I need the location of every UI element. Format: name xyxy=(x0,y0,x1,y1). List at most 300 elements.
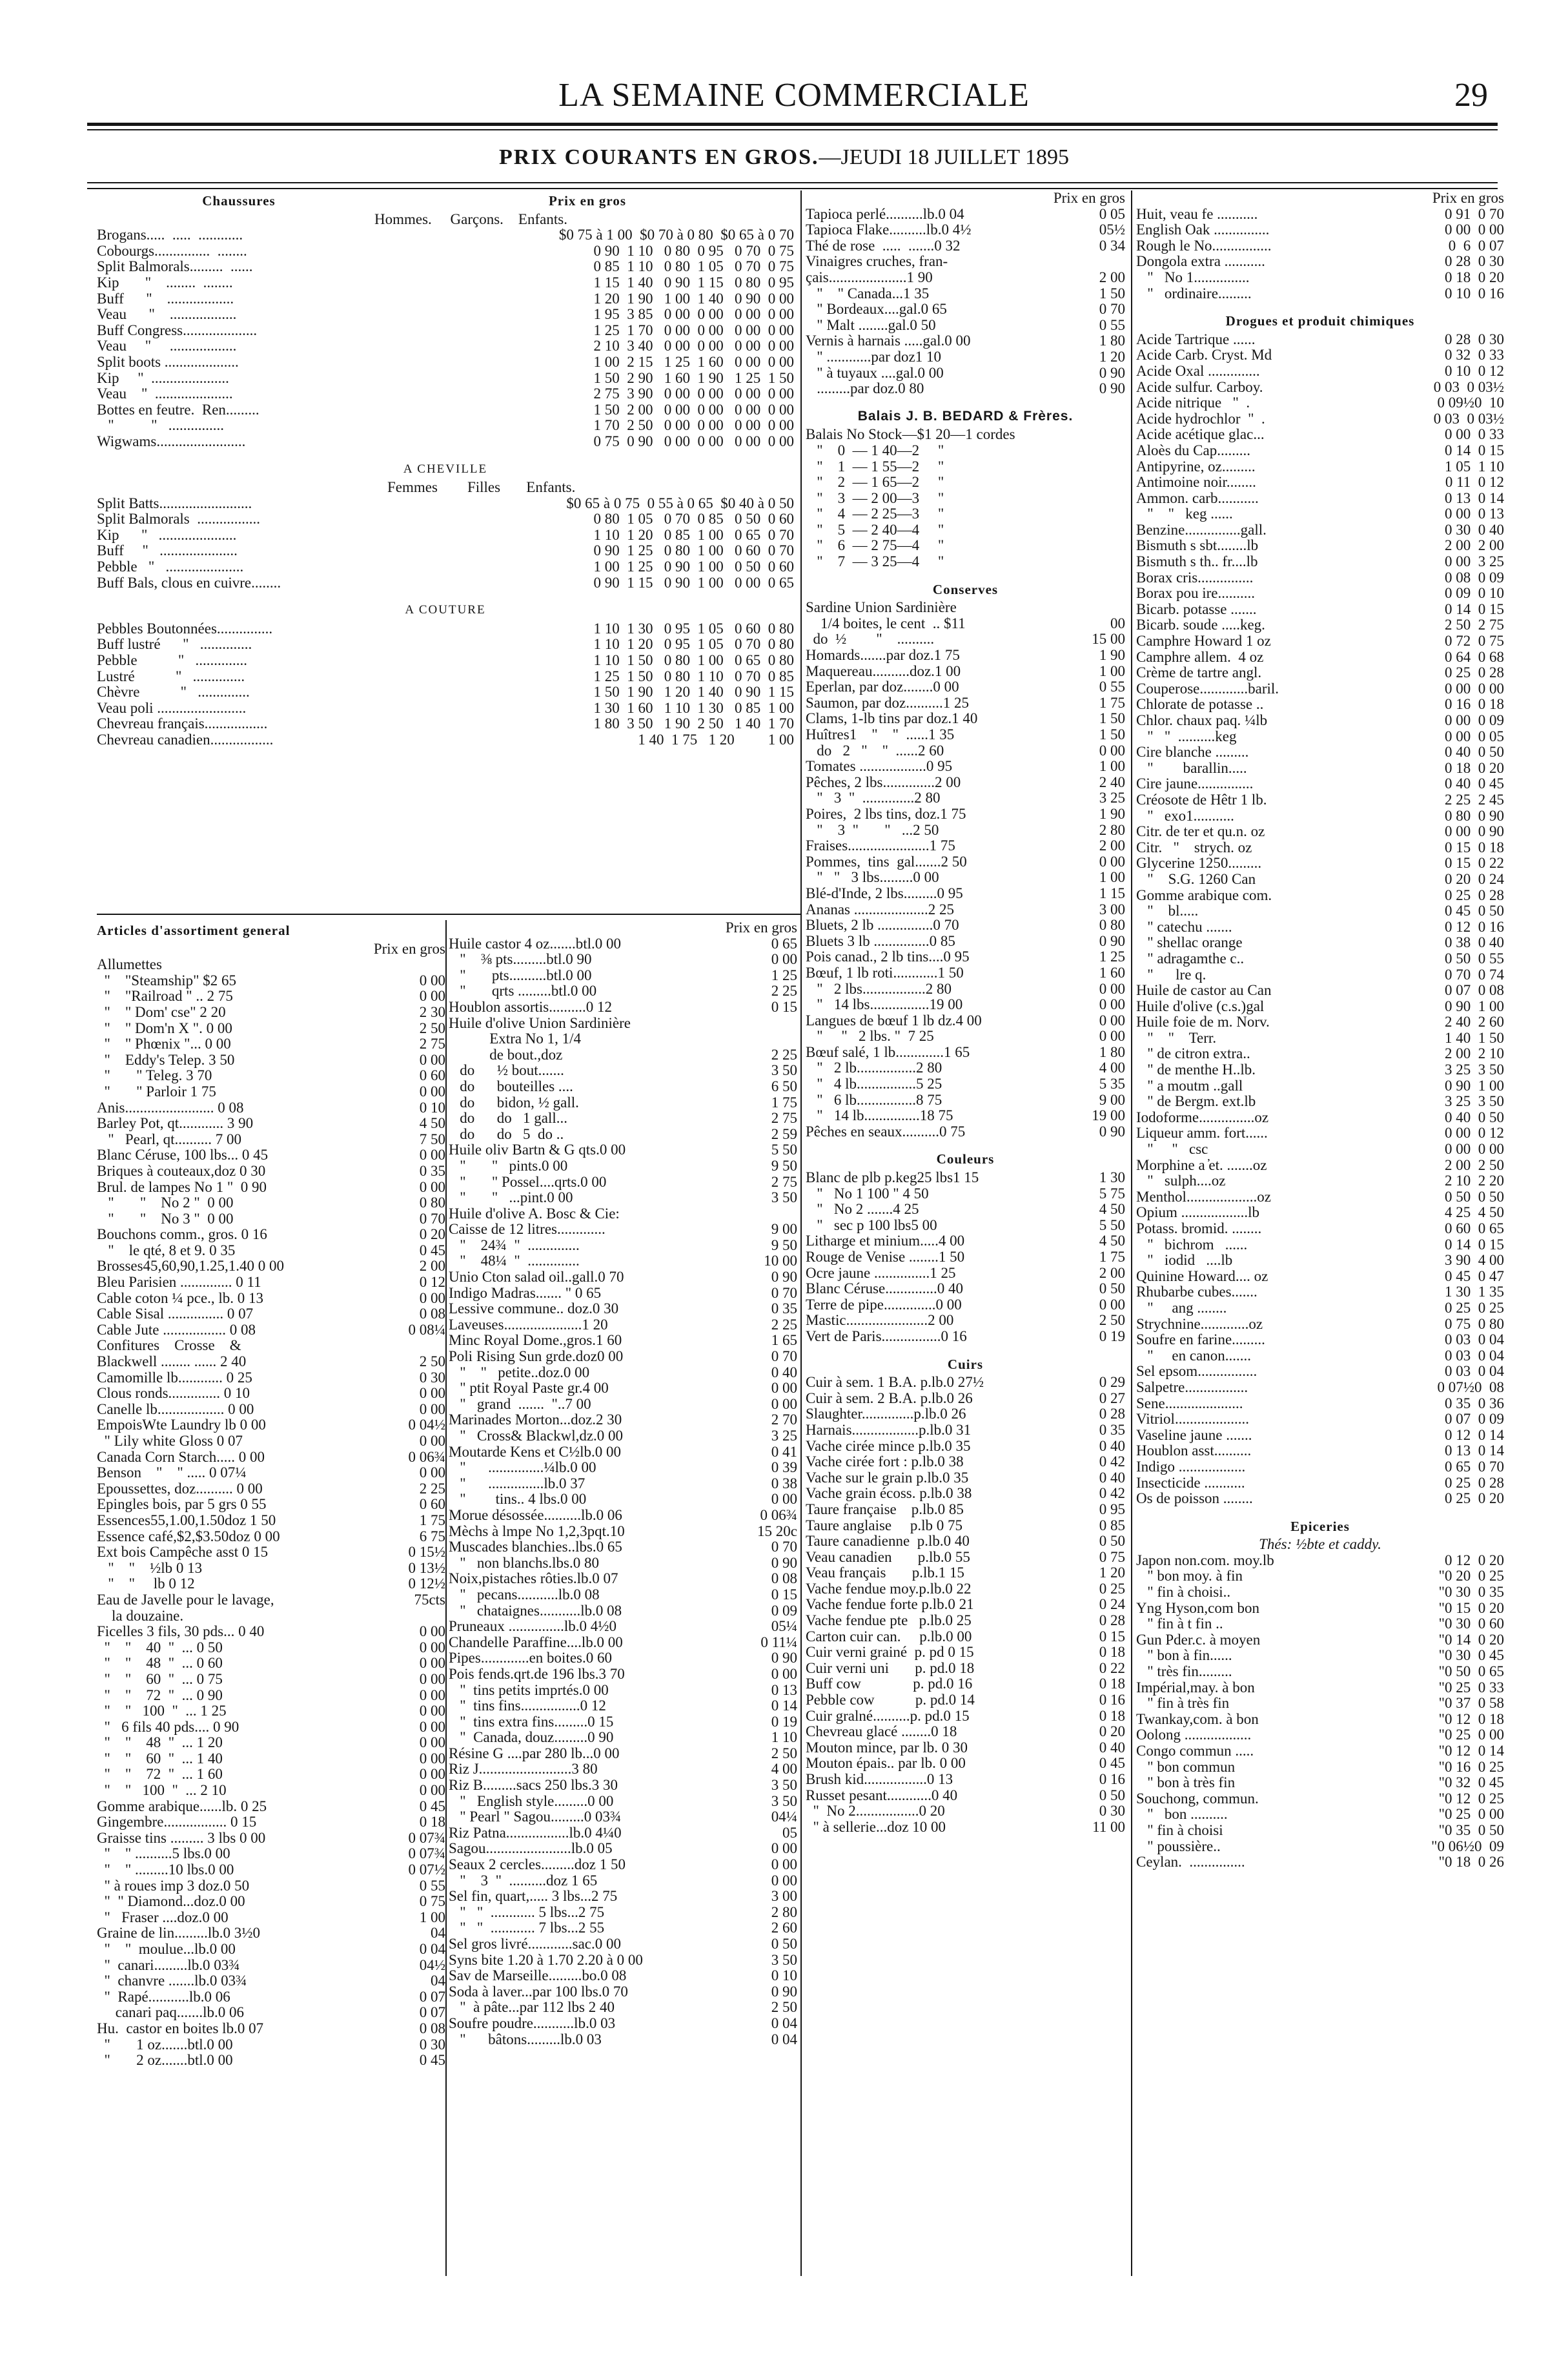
item-price: 1 05 1 10 xyxy=(1445,458,1504,475)
item-price: 5 50 xyxy=(771,1142,797,1158)
item-price: 0 07½0 08 xyxy=(1437,1379,1504,1395)
price-row xyxy=(449,1031,797,1047)
item-price: "0 12 0 18 xyxy=(1438,1710,1504,1727)
item-name: Wigwams........................ xyxy=(97,433,246,449)
item-price: 0 18 xyxy=(1099,1707,1125,1724)
price-row xyxy=(1136,729,1504,745)
item-name: Litharge et minium.....4 00 xyxy=(806,1233,965,1249)
item-name: " non blanchs.lbs.0 80 xyxy=(449,1555,599,1571)
item-price: 7 50 xyxy=(419,1131,445,1147)
price-row xyxy=(1136,1014,1504,1030)
price-row xyxy=(1136,1775,1504,1791)
item-name: Vitriol.................... xyxy=(1136,1411,1249,1428)
item-name: " " Parloir 1 75 xyxy=(97,1083,216,1100)
item-name: Cire blanche ......... xyxy=(1136,744,1249,761)
price-row xyxy=(1136,1221,1504,1237)
item-name: Glycerine 1250......... xyxy=(1136,856,1262,872)
price-row xyxy=(97,1481,445,1497)
item-name: " " ..........keg xyxy=(1136,728,1237,744)
item-price: 0 08 xyxy=(419,1306,445,1322)
item-price: 0 29 xyxy=(1099,1374,1125,1391)
item-price: 0 18 xyxy=(1099,1644,1125,1661)
item-price: 11 00 xyxy=(1092,1818,1125,1835)
item-price: 0 18 xyxy=(419,1814,445,1830)
price-row xyxy=(806,318,1125,334)
item-price: 4 50 xyxy=(1099,1233,1125,1249)
item-price: "0 30 0 60 xyxy=(1438,1615,1504,1632)
item-name: Confitures Crosse & xyxy=(97,1338,241,1354)
item-name: Gun Pder.c. à moyen xyxy=(1136,1632,1261,1648)
item-price: "0 15 0 20 xyxy=(1438,1599,1504,1616)
item-price: 0 00 0 00 xyxy=(1445,680,1504,697)
price-row xyxy=(1136,1475,1504,1492)
item-price: 0 00 xyxy=(419,1639,445,1656)
item-price: 0 70 xyxy=(771,1284,797,1301)
item-price: 0 00 xyxy=(771,1665,797,1682)
articles-list-2 xyxy=(449,936,797,2048)
item-name: do ½ " .......... xyxy=(806,631,935,648)
item-price: "0 25 0 00 xyxy=(1438,1727,1504,1743)
item-name: Bismuth s th.. fr....lb xyxy=(1136,554,1258,570)
price-row xyxy=(1136,967,1504,983)
price-row xyxy=(97,669,794,685)
price-row xyxy=(97,1989,445,2005)
item-price: 0 05 xyxy=(1099,205,1125,222)
item-name: Vache fendue moy.p.lb.0 22 xyxy=(806,1581,972,1597)
item-name: Bleu Parisien .............. 0 11 xyxy=(97,1275,261,1291)
item-price: 2 59 xyxy=(771,1125,797,1142)
column-3 xyxy=(806,190,1125,2276)
item-price: 4 00 xyxy=(771,1761,797,1778)
item-price: "0 12 0 14 xyxy=(1438,1743,1504,1759)
price-row xyxy=(1136,744,1504,761)
item-price: 0 07 xyxy=(419,1988,445,2005)
price-row xyxy=(1136,1459,1504,1475)
item-name: " " ............ 5 lbs...2 75 xyxy=(449,1904,605,1920)
item-name: Riz B.........sacs 250 lbs.3 30 xyxy=(449,1778,618,1794)
price-row xyxy=(449,1206,797,1222)
item-price: 1 25 1 70 0 00 0 00 0 00 0 00 xyxy=(593,322,794,338)
price-row xyxy=(1136,1743,1504,1759)
price-row xyxy=(806,1076,1125,1092)
item-price: 0 70 0 74 xyxy=(1445,966,1504,983)
item-price: 0 00 xyxy=(419,1289,445,1306)
item-name: Soda à laver...par 100 lbs.0 70 xyxy=(449,1984,628,2000)
price-row xyxy=(806,1581,1125,1597)
prices-date: —JEUDI 18 JUILLET 1895 xyxy=(819,145,1069,169)
price-row xyxy=(97,1036,445,1052)
price-row xyxy=(1136,1094,1504,1110)
item-name: Chevreau canadien................. xyxy=(97,732,274,748)
price-row xyxy=(449,1524,797,1540)
item-price: 0 03 0 04 xyxy=(1445,1347,1504,1364)
item-price: 0 00 xyxy=(419,1433,445,1449)
item-price: 2 30 xyxy=(419,1003,445,1020)
item-price: 0 06¾ xyxy=(760,1506,797,1523)
item-price: 1 40 1 75 1 20 xyxy=(638,732,764,748)
item-price: 2 00 xyxy=(419,1258,445,1275)
price-row xyxy=(449,1111,797,1127)
price-row xyxy=(806,1124,1125,1140)
item-price: 1 40 1 50 xyxy=(1445,1029,1504,1046)
price-row xyxy=(1136,888,1504,904)
price-row xyxy=(806,1740,1125,1756)
item-price: 3 50 xyxy=(771,1792,797,1809)
item-name: Bottes en feutre. Ren......... xyxy=(97,402,260,418)
item-name: " tins.. 4 lbs.0 00 xyxy=(449,1492,587,1508)
price-row xyxy=(97,1592,445,1608)
price-row xyxy=(449,1460,797,1476)
price-row xyxy=(97,434,794,450)
item-name: " 24¾ " .............. xyxy=(449,1237,580,1253)
item-price: 1 75 xyxy=(1099,694,1125,711)
price-row xyxy=(449,1666,797,1683)
item-price: 0 00 0 00 xyxy=(1445,1141,1504,1158)
item-name: Veau " .................. xyxy=(97,307,237,323)
item-name: " " 100 " ... 1 25 xyxy=(97,1703,227,1719)
item-name: Riz J.........................3 80 xyxy=(449,1761,598,1778)
item-price: 1 50 1 90 1 20 1 40 0 90 1 15 xyxy=(593,684,794,701)
price-row xyxy=(1136,1791,1504,1807)
item-name: Sel fin, quart,..... 3 lbs...2 75 xyxy=(449,1889,618,1905)
column-articles xyxy=(97,920,445,2276)
item-name: " le qté, 8 et 9. 0 35 xyxy=(97,1242,236,1258)
item-price: 0 14 0 15 xyxy=(1445,442,1504,458)
price-row xyxy=(1136,395,1504,411)
price-row xyxy=(97,1433,445,1450)
item-name: Huile d'olive A. Bosc & Cie: xyxy=(449,1205,620,1222)
item-price: 0 28 xyxy=(1099,1612,1125,1629)
item-name: " " Diamond...doz.0 00 xyxy=(97,1894,245,1910)
item-price: 1 10 1 30 0 95 1 05 0 60 0 80 xyxy=(593,620,794,637)
item-name: Camphre allem. 4 oz xyxy=(1136,649,1264,665)
epiceries-subtitle: Thés: ½bte et caddy. xyxy=(1259,1536,1381,1553)
item-name: Poli Rising Sun grde.doz0 00 xyxy=(449,1349,624,1365)
item-name: " sulph....oz xyxy=(1136,1173,1226,1189)
price-row xyxy=(97,1862,445,1878)
item-price: 1 50 2 00 0 00 0 00 0 00 0 00 xyxy=(593,401,794,418)
item-name: " très fin......... xyxy=(1136,1664,1232,1680)
price-row xyxy=(449,1158,797,1174)
item-price: 3 25 3 50 xyxy=(1445,1061,1504,1078)
item-name: Terre de pipe..............0 00 xyxy=(806,1297,962,1313)
item-price: 0 90 1 00 xyxy=(1445,1077,1504,1094)
price-row xyxy=(806,1454,1125,1470)
item-price xyxy=(752,1016,797,1032)
item-price: 0 18 0 20 xyxy=(1445,759,1504,776)
item-price: 0 45 0 50 xyxy=(1445,903,1504,919)
price-row xyxy=(449,1333,797,1349)
item-name: " " keg ...... xyxy=(1136,506,1233,522)
item-name: Unio Cton salad oil..gall.0 70 xyxy=(449,1269,624,1286)
price-row xyxy=(97,732,794,748)
price-row xyxy=(806,491,1125,507)
price-row xyxy=(1136,1759,1504,1776)
item-price: 2 60 xyxy=(771,1920,797,1936)
price-row xyxy=(806,1406,1125,1422)
price-row xyxy=(806,286,1125,302)
item-name: " Canada, douz.........0 90 xyxy=(449,1730,614,1746)
item-name: Buff " .................. xyxy=(97,291,234,307)
item-price: 2 00 2 50 xyxy=(1445,1156,1504,1173)
price-row xyxy=(97,1211,445,1227)
item-name: Citr. de ter et qu.n. oz xyxy=(1136,824,1265,840)
price-row xyxy=(449,1920,797,1936)
price-row xyxy=(97,1703,445,1719)
row-text: " 3 — 2 00—3 " xyxy=(806,490,944,506)
section-title-drogues: Drogues et produit chimiques xyxy=(1225,313,1415,329)
item-price: 0 39 xyxy=(771,1459,797,1476)
item-name: Vache fendue pte p.lb.0 25 xyxy=(806,1613,972,1629)
item-name: " ptit Royal Paste gr.4 00 xyxy=(449,1380,609,1397)
price-row xyxy=(1136,1269,1504,1285)
item-price: 2 40 xyxy=(1099,774,1125,790)
price-row xyxy=(97,1465,445,1481)
price-row xyxy=(97,1275,445,1291)
item-name: " ...............lb.0 37 xyxy=(449,1475,585,1492)
item-name: Pebbles Boutonnées............... xyxy=(97,620,273,637)
price-row xyxy=(806,1249,1125,1266)
item-name: " " 72 " ... 1 60 xyxy=(97,1767,223,1783)
item-name: Rhubarbe cubes....... xyxy=(1136,1284,1257,1300)
item-price: 0 00 xyxy=(419,988,445,1005)
item-price: 0 00 xyxy=(771,1380,797,1397)
item-price: 0 15½ xyxy=(408,1544,445,1561)
item-name: " " 60 " ... 0 75 xyxy=(97,1671,223,1687)
item-price: 0 90 xyxy=(1099,364,1125,381)
price-row xyxy=(806,270,1125,286)
item-price: 1 00 xyxy=(1099,758,1125,775)
item-price: 0 10 xyxy=(771,1967,797,1984)
item-name: Brul. de lampes No 1 " 0 90 xyxy=(97,1179,267,1195)
price-row xyxy=(449,1635,797,1651)
item-price: 0 13 0 14 xyxy=(1445,489,1504,506)
price-row xyxy=(1136,475,1504,491)
price-row xyxy=(449,936,797,952)
price-row xyxy=(97,957,445,973)
item-name: 1/4 boites, le cent .. $11 xyxy=(806,615,966,631)
item-price xyxy=(400,1338,445,1354)
item-name: " " ..........5 lbs.0 00 xyxy=(97,1846,230,1862)
item-price: 4 00 xyxy=(1099,1060,1125,1076)
column-headings: Hommes. Garçons. Enfants. xyxy=(374,210,567,227)
item-name: Salpetre................. xyxy=(1136,1379,1248,1395)
item-price: 0 34 xyxy=(1099,237,1125,254)
item-price: 0 70 xyxy=(419,1210,445,1227)
price-row xyxy=(97,1656,445,1672)
price-row xyxy=(1136,238,1504,254)
item-name: " "Railroad " .. 2 75 xyxy=(97,989,233,1005)
item-name: Blanc Céruse, 100 lbs... 0 45 xyxy=(97,1147,269,1164)
item-name: Indigo Madras....... " 0 65 xyxy=(449,1285,602,1301)
price-row xyxy=(806,427,1125,443)
item-name: Créosote de Hêtr 1 lb. xyxy=(1136,792,1267,808)
price-row xyxy=(449,1508,797,1524)
item-name: " exo1........... xyxy=(1136,808,1234,824)
item-price: 4 50 xyxy=(1099,1201,1125,1218)
item-name: Pipes.............en boites.0 60 xyxy=(449,1650,612,1666)
price-row xyxy=(97,1814,445,1830)
item-name: " No 1............... xyxy=(1136,269,1250,285)
item-price: 0 08 0 09 xyxy=(1445,569,1504,586)
item-name: Thé de rose ..... .......0 32 xyxy=(806,238,961,254)
price-row xyxy=(97,973,445,989)
item-name: Soufre en farine......... xyxy=(1136,1332,1265,1348)
price-row xyxy=(1136,1046,1504,1062)
price-row xyxy=(1136,411,1504,427)
item-price: 00 xyxy=(1110,615,1125,631)
item-price: 0 00 xyxy=(419,1782,445,1799)
item-name: Extra No 1, 1/4 xyxy=(449,1031,582,1047)
item-name: " Pearl " Sagou.........0 03¾ xyxy=(449,1809,622,1825)
item-price: 0 35 0 36 xyxy=(1445,1395,1504,1411)
item-name: " sec p 100 lbs5 00 xyxy=(806,1217,937,1233)
item-price: 1 15 1 40 0 90 1 15 0 80 0 95 xyxy=(593,274,794,291)
item-price: 19 00 xyxy=(1092,1107,1125,1124)
price-row xyxy=(449,1873,797,1889)
price-row xyxy=(1136,1125,1504,1142)
price-row xyxy=(806,1029,1125,1045)
price-row xyxy=(806,695,1125,712)
item-price: 0 00 3 25 xyxy=(1445,553,1504,570)
price-row xyxy=(449,1428,797,1444)
item-price: 0 20 0 24 xyxy=(1445,870,1504,887)
item-price: 2 80 xyxy=(771,1903,797,1920)
item-name: " 3 " ..........doz 1 65 xyxy=(449,1872,598,1889)
item-name: Veau canadien p.lb.0 55 xyxy=(806,1549,970,1565)
item-name: Pois fends.qrt.de 196 lbs.3 70 xyxy=(449,1666,625,1682)
item-price: 0 80 1 05 0 70 0 85 0 50 0 60 xyxy=(593,511,794,528)
price-row xyxy=(1136,983,1504,999)
price-row xyxy=(1136,286,1504,302)
item-name: " " 100 " ... 2 10 xyxy=(97,1783,227,1799)
price-row xyxy=(1136,1078,1504,1094)
price-row xyxy=(1136,824,1504,840)
item-name: Vache cirée fort : p.lb.0 38 xyxy=(806,1454,964,1470)
item-name: Pommes, tins gal.......2 50 xyxy=(806,854,967,870)
item-name: " English style.........0 00 xyxy=(449,1793,614,1809)
price-row xyxy=(1136,1616,1504,1632)
price-row xyxy=(97,1719,445,1736)
item-price: 15 20c xyxy=(757,1522,797,1539)
item-price: 4 50 xyxy=(419,1115,445,1132)
item-name: " " 2 lbs. " 7 25 xyxy=(806,1029,934,1045)
price-row xyxy=(1136,1253,1504,1269)
item-price: 0 00 xyxy=(419,972,445,989)
item-name: Mastic......................2 00 xyxy=(806,1313,954,1329)
item-price: 1 00 xyxy=(1099,869,1125,886)
price-row xyxy=(97,496,794,512)
price-row xyxy=(97,1624,445,1640)
item-price: 0 00 xyxy=(771,951,797,968)
item-price: 0 13 xyxy=(771,1681,797,1698)
item-name: Vernis à harnais .....gal.0 00 xyxy=(806,333,971,349)
item-price: 0 50 xyxy=(1099,1533,1125,1550)
price-row xyxy=(1136,713,1504,729)
item-name: Cuir verni uni p. pd.0 18 xyxy=(806,1660,975,1676)
price-row xyxy=(1136,347,1504,364)
item-price: 0 00 xyxy=(771,1840,797,1857)
shoes-table xyxy=(97,227,794,449)
item-price: 0 55 xyxy=(1099,679,1125,695)
item-price: 0 90 xyxy=(1099,1123,1125,1140)
item-name: Cable coton ¼ pce., lb. 0 13 xyxy=(97,1290,264,1306)
cuir-suite-list xyxy=(1136,207,1504,302)
item-price: 75cts xyxy=(414,1591,445,1608)
item-price: 9 50 xyxy=(771,1157,797,1174)
price-row xyxy=(1136,681,1504,697)
item-price: 0 20 xyxy=(419,1226,445,1243)
item-name: do ½ bout....... xyxy=(449,1063,564,1079)
item-name: Vert de Paris................0 16 xyxy=(806,1328,967,1344)
item-price: 1 00 2 15 1 25 1 60 0 00 0 00 xyxy=(593,353,794,370)
price-row xyxy=(1136,1205,1504,1221)
item-name: Bouchons comm., gros. 0 16 xyxy=(97,1227,267,1243)
item-name: Rouge de Venise ........1 50 xyxy=(806,1249,965,1265)
item-price: 0 00 xyxy=(419,1051,445,1068)
price-row xyxy=(449,1079,797,1095)
item-name: Vache fendue forte p.lb.0 21 xyxy=(806,1597,974,1613)
item-name: Saumon, par doz..........1 25 xyxy=(806,695,969,711)
item-name: Pebble " .............. xyxy=(97,653,247,669)
item-price: 0 00 xyxy=(1099,1028,1125,1045)
price-row xyxy=(1136,1443,1504,1459)
price-row xyxy=(806,1676,1125,1692)
item-price: 2 75 xyxy=(771,1110,797,1127)
balais-list xyxy=(806,427,1125,569)
price-row xyxy=(97,1068,445,1084)
price-row xyxy=(1136,1601,1504,1617)
item-price: 1 75 xyxy=(419,1512,445,1528)
item-name: Syns bite 1.20 à 1.70 2.20 à 0 00 xyxy=(449,1952,643,1968)
item-price: 0 90 xyxy=(771,1983,797,2000)
item-price: 0 70 xyxy=(1099,301,1125,318)
item-name: Benzine...............gall. xyxy=(1136,522,1267,538)
item-name: Veau " .................. xyxy=(97,338,237,354)
section-title-conserves: Conserves xyxy=(932,581,999,597)
row-text: " 0 — 1 40—2 " xyxy=(806,442,944,458)
item-name: Antipyrine, oz......... xyxy=(1136,458,1256,475)
price-row xyxy=(806,522,1125,538)
section-heading xyxy=(0,145,1568,170)
price-row xyxy=(806,743,1125,759)
item-price: 0 45 xyxy=(419,1798,445,1814)
price-row xyxy=(97,323,794,339)
item-name: " " Teleg. 3 70 xyxy=(97,1068,212,1084)
item-price: 0 03 0 04 xyxy=(1445,1331,1504,1348)
price-row xyxy=(1136,999,1504,1015)
price-row xyxy=(1136,570,1504,586)
item-price: 1 50 2 90 1 60 1 90 1 25 1 50 xyxy=(593,369,794,386)
price-row xyxy=(97,386,794,402)
item-name: Sene..................... xyxy=(1136,1395,1243,1411)
item-price: 2 75 3 90 0 00 0 00 0 00 0 00 xyxy=(593,385,794,402)
item-price: 2 50 xyxy=(419,1353,445,1370)
section-title-epiceries: Epiceries xyxy=(1290,1518,1350,1534)
item-price: 2 25 2 45 xyxy=(1445,791,1504,808)
item-name: Gingembre................. 0 15 xyxy=(97,1814,257,1830)
item-name: Huile oliv Bartn & G qts.0 00 xyxy=(449,1142,626,1158)
item-name: " adragamthe c.. xyxy=(1136,950,1245,967)
cheville-table xyxy=(97,496,794,591)
item-name: " " No 2 " 0 00 xyxy=(97,1195,234,1211)
item-price: "0 18 0 26 xyxy=(1438,1854,1504,1871)
item-name: " chataignes...........lb.0 08 xyxy=(449,1603,622,1619)
item-price: 0 04 xyxy=(771,2015,797,2031)
price-row xyxy=(97,1005,445,1021)
item-price: 1 25 xyxy=(1099,948,1125,965)
price-row xyxy=(449,1603,797,1619)
